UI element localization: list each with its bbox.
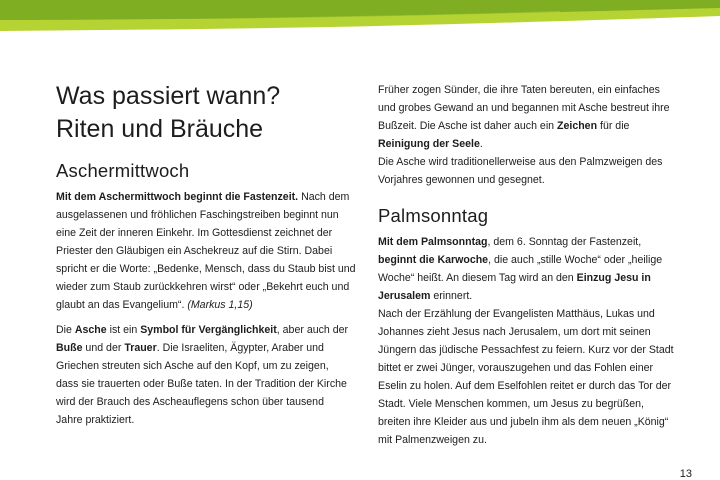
heading-palmsonntag: Palmsonntag [378, 205, 489, 226]
text-run: beginnt die Karwoche [378, 254, 489, 266]
page-title-line-1: Was passiert wann? [56, 82, 281, 110]
palm-paragraph-2 [378, 305, 676, 449]
text-run: , die auch „stille Woche“ oder „heilige Woche“ heißt. An diesem Tag wird an den [378, 254, 663, 284]
text-run: . [479, 138, 483, 150]
ascher-paragraph-1 [56, 188, 356, 314]
text-run: Symbol für Vergänglichkeit [140, 324, 277, 336]
text-run: (Markus 1,15) [187, 299, 253, 311]
text-run: Die Asche wird traditionellerweise aus den Palmzweigen des Vorjahres gewonnen und gesegnet. [378, 156, 663, 186]
text-run: Die [56, 324, 75, 336]
text-run: Früher zogen Sünder, die ihre Taten bereuten, ein einfaches und grobes Gewand an und begannen mit Asche bestreut ihre Bußzeit. Die Asche ist daher auch ein [378, 84, 670, 132]
text-run: Nach dem ausgelassenen und fröhlichen Faschingstreiben beginnt nun eine Zeit der inneren Einkehr. Im Gottesdienst zeichnet der Priester den Gläubigen ein Aschekreuz auf die Stirn. Dabei spricht er die Worte: „Bedenke, Mensch, dass du Staub bist und wieder zum Staub zurückkehren wirst“ oder „Bekehrt euch und glaubt an das Evangelium“. [56, 191, 356, 311]
page-number: 13 [679, 468, 692, 480]
text-run: Mit dem Aschermittwoch beginnt die Fastenzeit. [56, 191, 299, 203]
palm-paragraph-1 [378, 233, 676, 305]
page-title-line-2: Riten und Bräuche [56, 115, 264, 143]
text-run: Reinigung der Seele [378, 138, 480, 150]
green-brush-stroke-banner [0, 0, 720, 42]
text-run: . Die Israeliten, Ägypter, Araber und Griechen streuten sich Asche auf den Kopf, um zu zeigen, dass sie trauerten oder Buße taten. In der Tradition der Kirche wird der Brauch des Ascheauflegens schon über tausend Jahre praktiziert. [56, 342, 347, 426]
text-run: Zeichen [557, 120, 598, 132]
page-title [56, 80, 356, 146]
text-run: Einzug Jesu in Jerusalem [378, 272, 651, 302]
text-run: für die [597, 120, 630, 132]
right-paragraph-2 [378, 153, 674, 189]
text-run: ist ein [106, 324, 141, 336]
text-run: und der [82, 342, 125, 354]
text-run: Trauer [124, 342, 157, 354]
text-run: Mit dem Palmsonntag [378, 236, 488, 248]
text-run: , aber auch der [276, 324, 349, 336]
heading-aschermittwoch: Aschermittwoch [56, 160, 190, 181]
ascher-paragraph-2 [56, 321, 352, 429]
text-run: Buße [56, 342, 83, 354]
text-run: erinnert. [430, 290, 473, 302]
right-paragraph-1 [378, 81, 676, 153]
text-run: Asche [74, 324, 107, 336]
text-run: Nach der Erzählung der Evangelisten Matthäus, Lukas und Johannes zieht Jesus nach Jerusalem, um dort mit seinen Jüngern das jüdische Pessachfest zu feiern. Kurz vor der Stadt bittet er zwei Jünger, vorauszugehen und das Fohlen einer Eselin zu holen. Auf dem Eselfohlen reitet er durch das Tor der Stadt. Viele Menschen kommen, um Jesus zu begrüßen, breiten ihre Kleider aus und jubeln ihm als dem neuen „König“ mit Palmenzweigen zu. [378, 308, 674, 446]
text-run: , dem 6. Sonntag der Fastenzeit, [487, 236, 642, 248]
